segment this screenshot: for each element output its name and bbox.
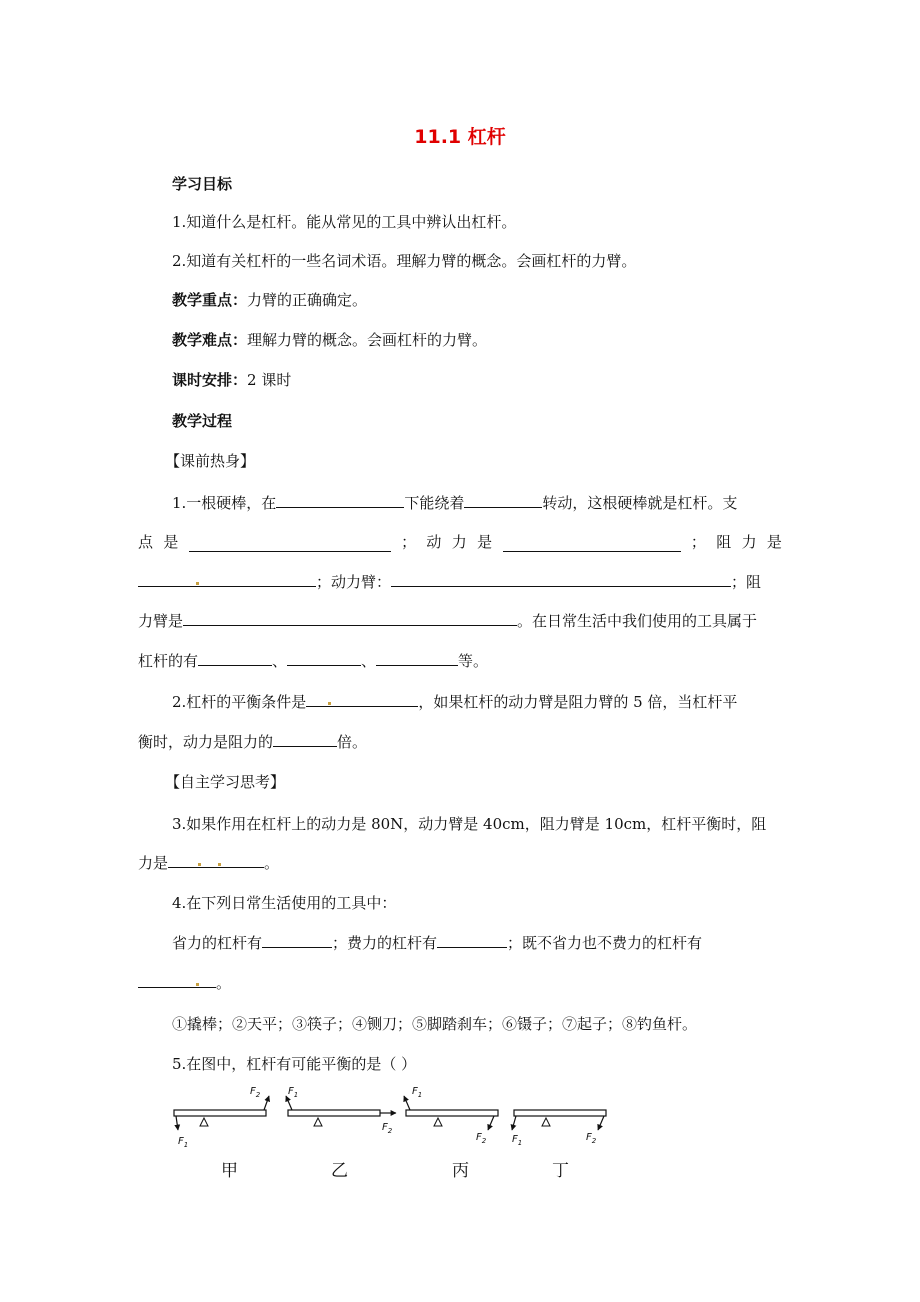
key-point <box>172 290 367 310</box>
q3-line-1: 3.如果作用在杠杆上的动力是 80N，动力臂是 40cm，阻力臂是 10cm，杠杆平衡时，阻 <box>172 815 767 833</box>
jia-f1-label: $F_1$ <box>178 1136 189 1149</box>
figure-label-ding: 丁 <box>552 1161 569 1181</box>
q1-d3: ； <box>401 533 417 551</box>
q1-d9: 力 <box>741 533 757 551</box>
q1-text-h: 。在日常生活中我们使用的工具属于 <box>517 612 758 630</box>
figure-label-yi: 乙 <box>331 1161 348 1181</box>
q2-text-a: 2.杠杆的平衡条件是 <box>172 693 307 711</box>
q1-blank-tool-2[interactable] <box>287 651 361 666</box>
q1-text-b: 下能绕着 <box>404 494 465 512</box>
q2-line-2 <box>138 732 367 752</box>
q4-text-d: ；既不省力也不费力的杠杆有 <box>507 934 703 952</box>
key-point-label: 教学重点： <box>172 291 248 309</box>
q2-line-1 <box>172 692 737 712</box>
key-point-text: 力臂的正确确定。 <box>247 291 368 309</box>
figure-label-jia: 甲 <box>221 1161 238 1181</box>
q1-line-1 <box>172 493 737 513</box>
jia-f2-label: $F_2$ <box>250 1086 261 1099</box>
q1-text-a: 1.一根硬棒，在 <box>172 494 277 512</box>
ding-f1-label: $F_1$ <box>512 1134 523 1147</box>
q1-text-e: ；动力臂： <box>316 573 392 591</box>
q1-sep-2: 、 <box>361 652 377 670</box>
q5-text: 5.在图中，杠杆有可能平衡的是（ ） <box>172 1055 417 1073</box>
bing-f1-label: $F_1$ <box>412 1086 423 1099</box>
q1-text-i: 杠杆的有 <box>138 652 199 670</box>
q1-d6: 是 <box>477 533 493 551</box>
q1-blank-point[interactable] <box>464 493 542 508</box>
q1-blank-fulcrum[interactable] <box>189 537 391 552</box>
difficult-point <box>172 330 487 350</box>
figure-label-bing: 丙 <box>452 1161 469 1181</box>
q1-blank-resistance[interactable] <box>138 572 316 587</box>
q3-line-2 <box>138 853 279 873</box>
q1-line-2 <box>138 532 782 552</box>
q1-blank-effort-arm[interactable] <box>391 572 731 587</box>
q1-blank-force[interactable] <box>276 493 404 508</box>
schedule <box>172 370 291 390</box>
q1-blank-resistance-arm[interactable] <box>183 611 517 626</box>
lever-yi <box>286 1086 396 1135</box>
schedule-text: 2 课时 <box>247 371 292 389</box>
q1-line-5 <box>138 651 488 671</box>
q4-text-e: 。 <box>216 974 232 992</box>
lever-jia <box>174 1086 269 1149</box>
q4-line-2 <box>172 933 702 953</box>
q1-text-f: ；阻 <box>731 573 762 591</box>
q3-text-b: 力是 <box>138 854 169 872</box>
q4-line-3 <box>138 973 231 993</box>
goal-item-2: 2.知道有关杠杆的一些名词术语。理解力臂的概念。会画杠杆的力臂。 <box>172 252 637 270</box>
q2-blank-condition[interactable] <box>306 692 418 707</box>
bing-f2-label: $F_2$ <box>476 1132 487 1145</box>
q2-text-d: 倍。 <box>337 733 368 751</box>
lever-bing <box>404 1086 498 1145</box>
q1-blank-tool-3[interactable] <box>376 651 458 666</box>
q4-text-c: ；费力的杠杆有 <box>332 934 438 952</box>
q1-text-g: 力臂是 <box>138 612 184 630</box>
q1-blank-tool-1[interactable] <box>198 651 272 666</box>
q4-options: ①撬棒；②天平；③筷子；④铡刀；⑤脚踏刹车；⑥镊子；⑦起子；⑧钓鱼杆。 <box>172 1015 698 1033</box>
q2-text-b: ，如果杠杆的动力臂是阻力臂的 5 倍，当杠杆平 <box>418 693 738 711</box>
warmup-heading: 【课前热身】 <box>165 452 256 470</box>
q4-blank-force-costing[interactable] <box>437 933 507 948</box>
ding-f2-label: $F_2$ <box>586 1132 597 1145</box>
yi-f2-label: $F_2$ <box>382 1122 393 1135</box>
q2-blank-ratio[interactable] <box>273 732 337 747</box>
q1-d7: ； <box>690 533 706 551</box>
q1-text-j: 等。 <box>458 652 489 670</box>
process-heading: 教学过程 <box>172 412 233 430</box>
difficult-point-label: 教学难点： <box>172 331 248 349</box>
difficult-point-text: 理解力臂的概念。会画杠杆的力臂。 <box>247 331 488 349</box>
q4-blank-force-saving[interactable] <box>262 933 332 948</box>
self-study-heading: 【自主学习思考】 <box>165 773 286 791</box>
q1-d4: 动 <box>426 533 442 551</box>
q3-text-c: 。 <box>264 854 280 872</box>
q1-line-4 <box>138 611 757 631</box>
q1-d5: 力 <box>451 533 467 551</box>
q1-d2: 是 <box>163 533 179 551</box>
q4-line-1: 4.在下列日常生活使用的工具中： <box>172 894 397 912</box>
q1-d8: 阻 <box>716 533 732 551</box>
goal-item-1: 1.知道什么是杠杆。能从常见的工具中辨认出杠杆。 <box>172 213 517 231</box>
q2-text-c: 衡时，动力是阻力的 <box>138 733 274 751</box>
q1-d10: 是 <box>766 533 782 551</box>
q1-line-3 <box>138 572 761 592</box>
q1-d1: 点 <box>138 533 154 551</box>
q1-text-c: 转动，这根硬棒就是杠杆。支 <box>542 494 738 512</box>
q4-text-b: 省力的杠杆有 <box>172 934 263 952</box>
lever-ding <box>512 1110 606 1147</box>
goals-heading: 学习目标 <box>172 175 233 193</box>
page-title: 11.1 杠杆 <box>414 126 506 148</box>
q1-blank-effort[interactable] <box>503 537 681 552</box>
q4-blank-neither[interactable] <box>138 973 216 988</box>
q3-blank-resistance[interactable] <box>168 853 264 868</box>
schedule-label: 课时安排： <box>172 371 248 389</box>
q1-sep-1: 、 <box>272 652 288 670</box>
yi-f1-label: $F_1$ <box>288 1086 299 1099</box>
